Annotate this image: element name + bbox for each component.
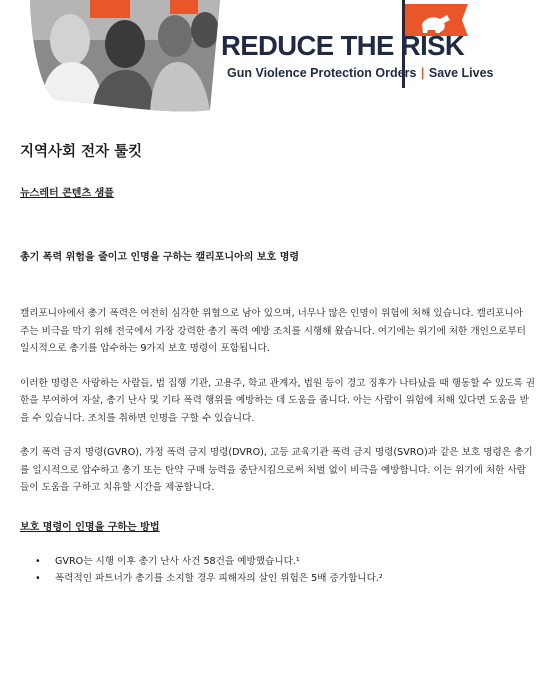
paragraph-2: 이러한 명령은 사랑하는 사람들, 법 집행 기관, 고용주, 학교 관계자, 법원 등이 경고 징후가 나타났을 때 행동할 수 있도록 권한을 부여하여 자살, 총기 난사 및 기타 폭력 행위를 예방하는 데 도움을 줍니다. 아는 사람이 위험에 처해 있다면 도움을 받을 수 있습니다. 조치를 취하면 인명을 구할 수 있습니다. bbox=[20, 377, 535, 424]
list-item: • GVRO는 시행 이후 총기 난사 사건 58건을 예방했습니다.¹ bbox=[20, 553, 535, 571]
brand-tagline bbox=[227, 66, 494, 80]
list-item: • 폭력적인 파트너가 총기를 소지할 경우 피해자의 살인 위험은 5배 증가합니다.² bbox=[20, 570, 535, 588]
brand-title: REDUCE THE RISK bbox=[221, 30, 465, 61]
section-label: 뉴스레터 콘텐츠 샘플 bbox=[20, 188, 114, 199]
document-body bbox=[20, 140, 535, 588]
bullet-list bbox=[20, 553, 535, 588]
header-banner bbox=[0, 0, 555, 118]
article-heading: 총기 폭력 위험을 줄이고 인명을 구하는 캘리포니아의 보호 명령 bbox=[20, 252, 300, 263]
tagline-part-2: Save Lives bbox=[428, 66, 494, 80]
hero-photo bbox=[30, 0, 220, 112]
paragraph-1: 캘리포니아에서 총기 폭력은 여전히 심각한 위협으로 남아 있으며, 너무나 많은 인명이 위험에 처해 있습니다. 캘리포니아 주는 비극을 막기 위해 전국에서 가장 강력한 총기 폭력 예방 조치를 시행해 왔습니다. 여기에는 위기에 처한 개인으로부터 일시적으로 총기를 압수하는 9가지 보호 명령이 포함됩니다. bbox=[20, 308, 526, 354]
tagline-part-1: Gun Violence Protection Orders bbox=[227, 66, 417, 80]
document-title: 지역사회 전자 툴킷 bbox=[20, 144, 143, 160]
subheading-how-orders-save-lives: 보호 명령이 인명을 구하는 방법 bbox=[20, 521, 160, 533]
paragraph-3: 총기 폭력 금지 명령(GVRO), 가정 폭력 금지 명령(DVRO), 고등 교육기관 폭력 금지 명령(SVRO)과 같은 보호 명령은 총기를 일시적으로 압수하고 총기 또는 탄약 구매 능력을 중단시킴으로써 처벌 없이 비극을 예방합니다. 이는 위기에 처한 사람들이 도움을 구하고 치유할 시간을 제공합니다. bbox=[20, 447, 533, 493]
tagline-separator: | bbox=[420, 66, 425, 80]
